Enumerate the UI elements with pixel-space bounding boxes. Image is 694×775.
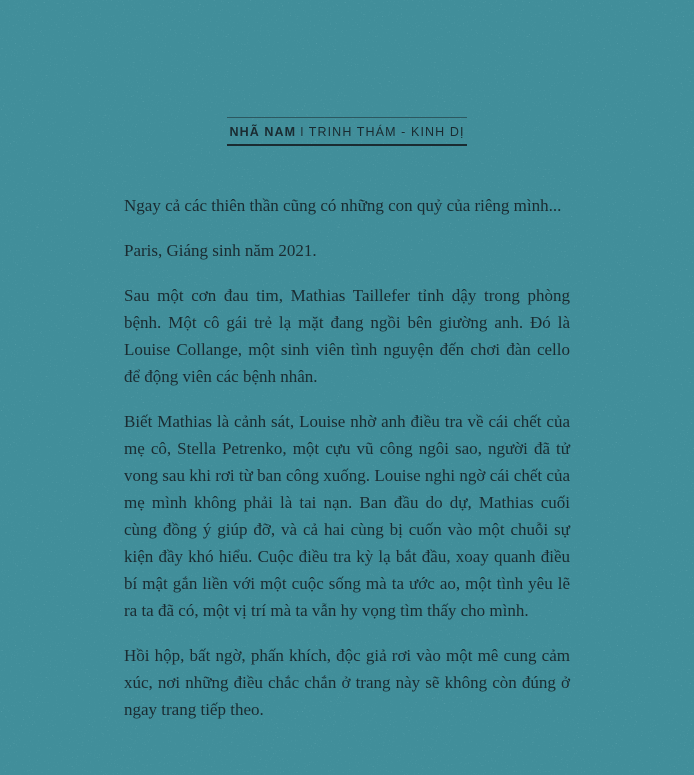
header-overline	[227, 117, 466, 118]
header-separator: I	[300, 125, 305, 139]
synopsis-paragraph-3: Hồi hộp, bất ngờ, phấn khích, độc giả rơi vào một mê cung cảm xúc, nơi những điều chắc chắn ở trang này sẽ không còn đúng ở ngay trang tiếp theo.	[124, 646, 570, 719]
tagline: Ngay cả các thiên thần cũng có những con quỷ của riêng mình...	[124, 196, 562, 215]
synopsis-paragraph-1: Sau một cơn đau tim, Mathias Taillefer tỉnh dậy trong phòng bệnh. Một cô gái trẻ lạ mặt đang ngồi bên giường anh. Đó là Louise Collange, một sinh viên tình nguyện đến chơi đàn cello để động viên các bệnh nhân.	[124, 286, 570, 386]
publisher-name: NHÃ NAM	[229, 125, 297, 139]
genre-label: TRINH THÁM - KINH DỊ	[308, 125, 465, 139]
synopsis-block	[124, 192, 570, 723]
setting-line: Paris, Giáng sinh năm 2021.	[124, 241, 317, 260]
synopsis-paragraph-2: Biết Mathias là cảnh sát, Louise nhờ anh điều tra về cái chết của mẹ cô, Stella Petrenko, một cựu vũ công ngôi sao, người đã tử vong sau khi rơi từ ban công xuống. Louise nghi ngờ cái chết của mẹ mình không phải là tai nạn. Ban đầu do dự, Mathias cuối cùng đồng ý giúp đỡ, và cả hai cùng bị cuốn vào một chuỗi sự kiện đầy khó hiểu. Cuộc điều tra kỳ lạ bắt đầu, xoay quanh điều bí mật gắn liền với một cuộc sống mà ta ước ao, một tình yêu lẽ ra ta đã có, một vị trí mà ta vẫn hy vọng tìm thấy cho mình.	[124, 412, 570, 620]
header-banner	[227, 117, 466, 146]
header-text	[227, 124, 466, 146]
